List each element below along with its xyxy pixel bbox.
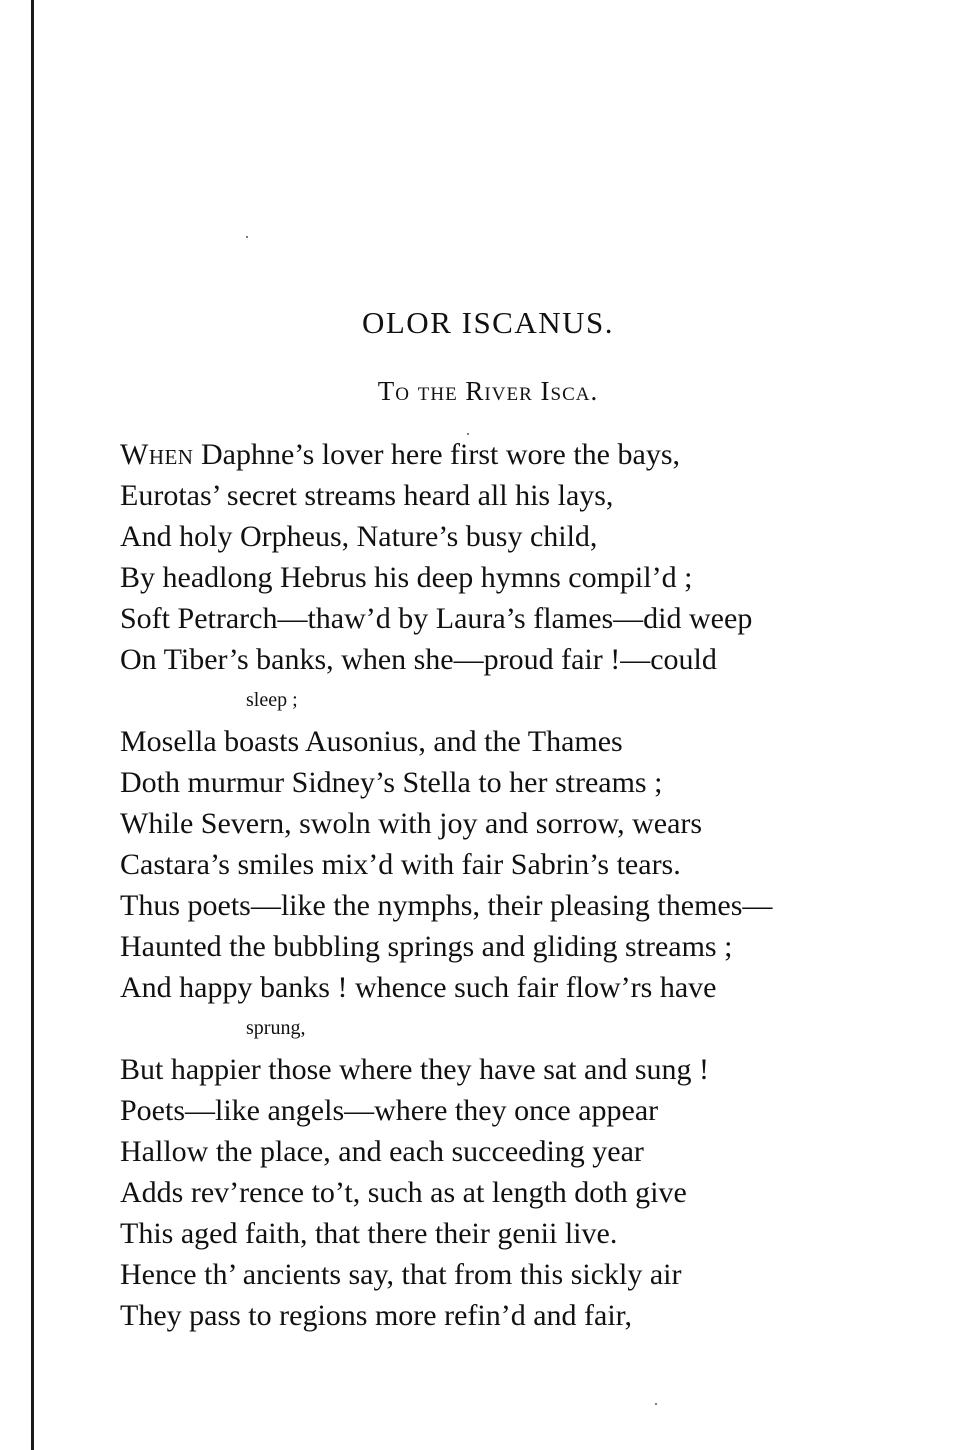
poem-subtitle: To the River Isca. (377, 376, 599, 406)
print-speck (246, 236, 248, 238)
poem-line: And holy Orpheus, Nature’s busy child, (120, 520, 598, 553)
poem-title: OLOR ISCANUS. (361, 305, 615, 340)
poem-line: Haunted the bubbling springs and gliding streams ; (120, 930, 733, 963)
poem-line: They pass to regions more refin’d and fair, (120, 1299, 632, 1332)
print-speck (655, 1403, 657, 1405)
poem-line: Soft Petrarch—thaw’d by Laura’s flames—did weep (120, 602, 753, 635)
poem-line: Adds rev’rence to’t, such as at length doth give (120, 1176, 687, 1209)
poem-line (120, 434, 870, 475)
poem-line: Hallow the place, and each succeeding year (120, 1135, 644, 1168)
poem-line-continuation: sprung, (246, 1017, 306, 1039)
poem-line: On Tiber’s banks, when she—proud fair !—could (120, 643, 717, 676)
poem-line: While Severn, swoln with joy and sorrow, wears (120, 807, 703, 840)
poem-body (120, 434, 870, 1336)
poem-first-word: When (120, 438, 194, 471)
poem-line: And happy banks ! whence such fair flow’rs have (120, 971, 717, 1004)
page-edge-line (31, 0, 34, 1450)
poem-line: This aged faith, that there their genii live. (120, 1217, 618, 1250)
poem-line-text: Daphne’s lover here first wore the bays, (193, 438, 680, 471)
poem-line: Mosella boasts Ausonius, and the Thames (120, 725, 623, 758)
poem-line: Thus poets—like the nymphs, their pleasing themes— (120, 889, 773, 922)
poem-line: By headlong Hebrus his deep hymns compil’d ; (120, 561, 693, 594)
poem-line-continuation: sleep ; (246, 689, 298, 711)
poem-line: Eurotas’ secret streams heard all his lays, (120, 479, 614, 512)
poem-line: Doth murmur Sidney’s Stella to her streams ; (120, 766, 663, 799)
poem-line: Poets—like angels—where they once appear (120, 1094, 659, 1127)
poem-line: Castara’s smiles mix’d with fair Sabrin’s tears. (120, 848, 681, 881)
poem-line: Hence th’ ancients say, that from this sickly air (120, 1258, 682, 1291)
poem-line: But happier those where they have sat and sung ! (120, 1053, 709, 1086)
